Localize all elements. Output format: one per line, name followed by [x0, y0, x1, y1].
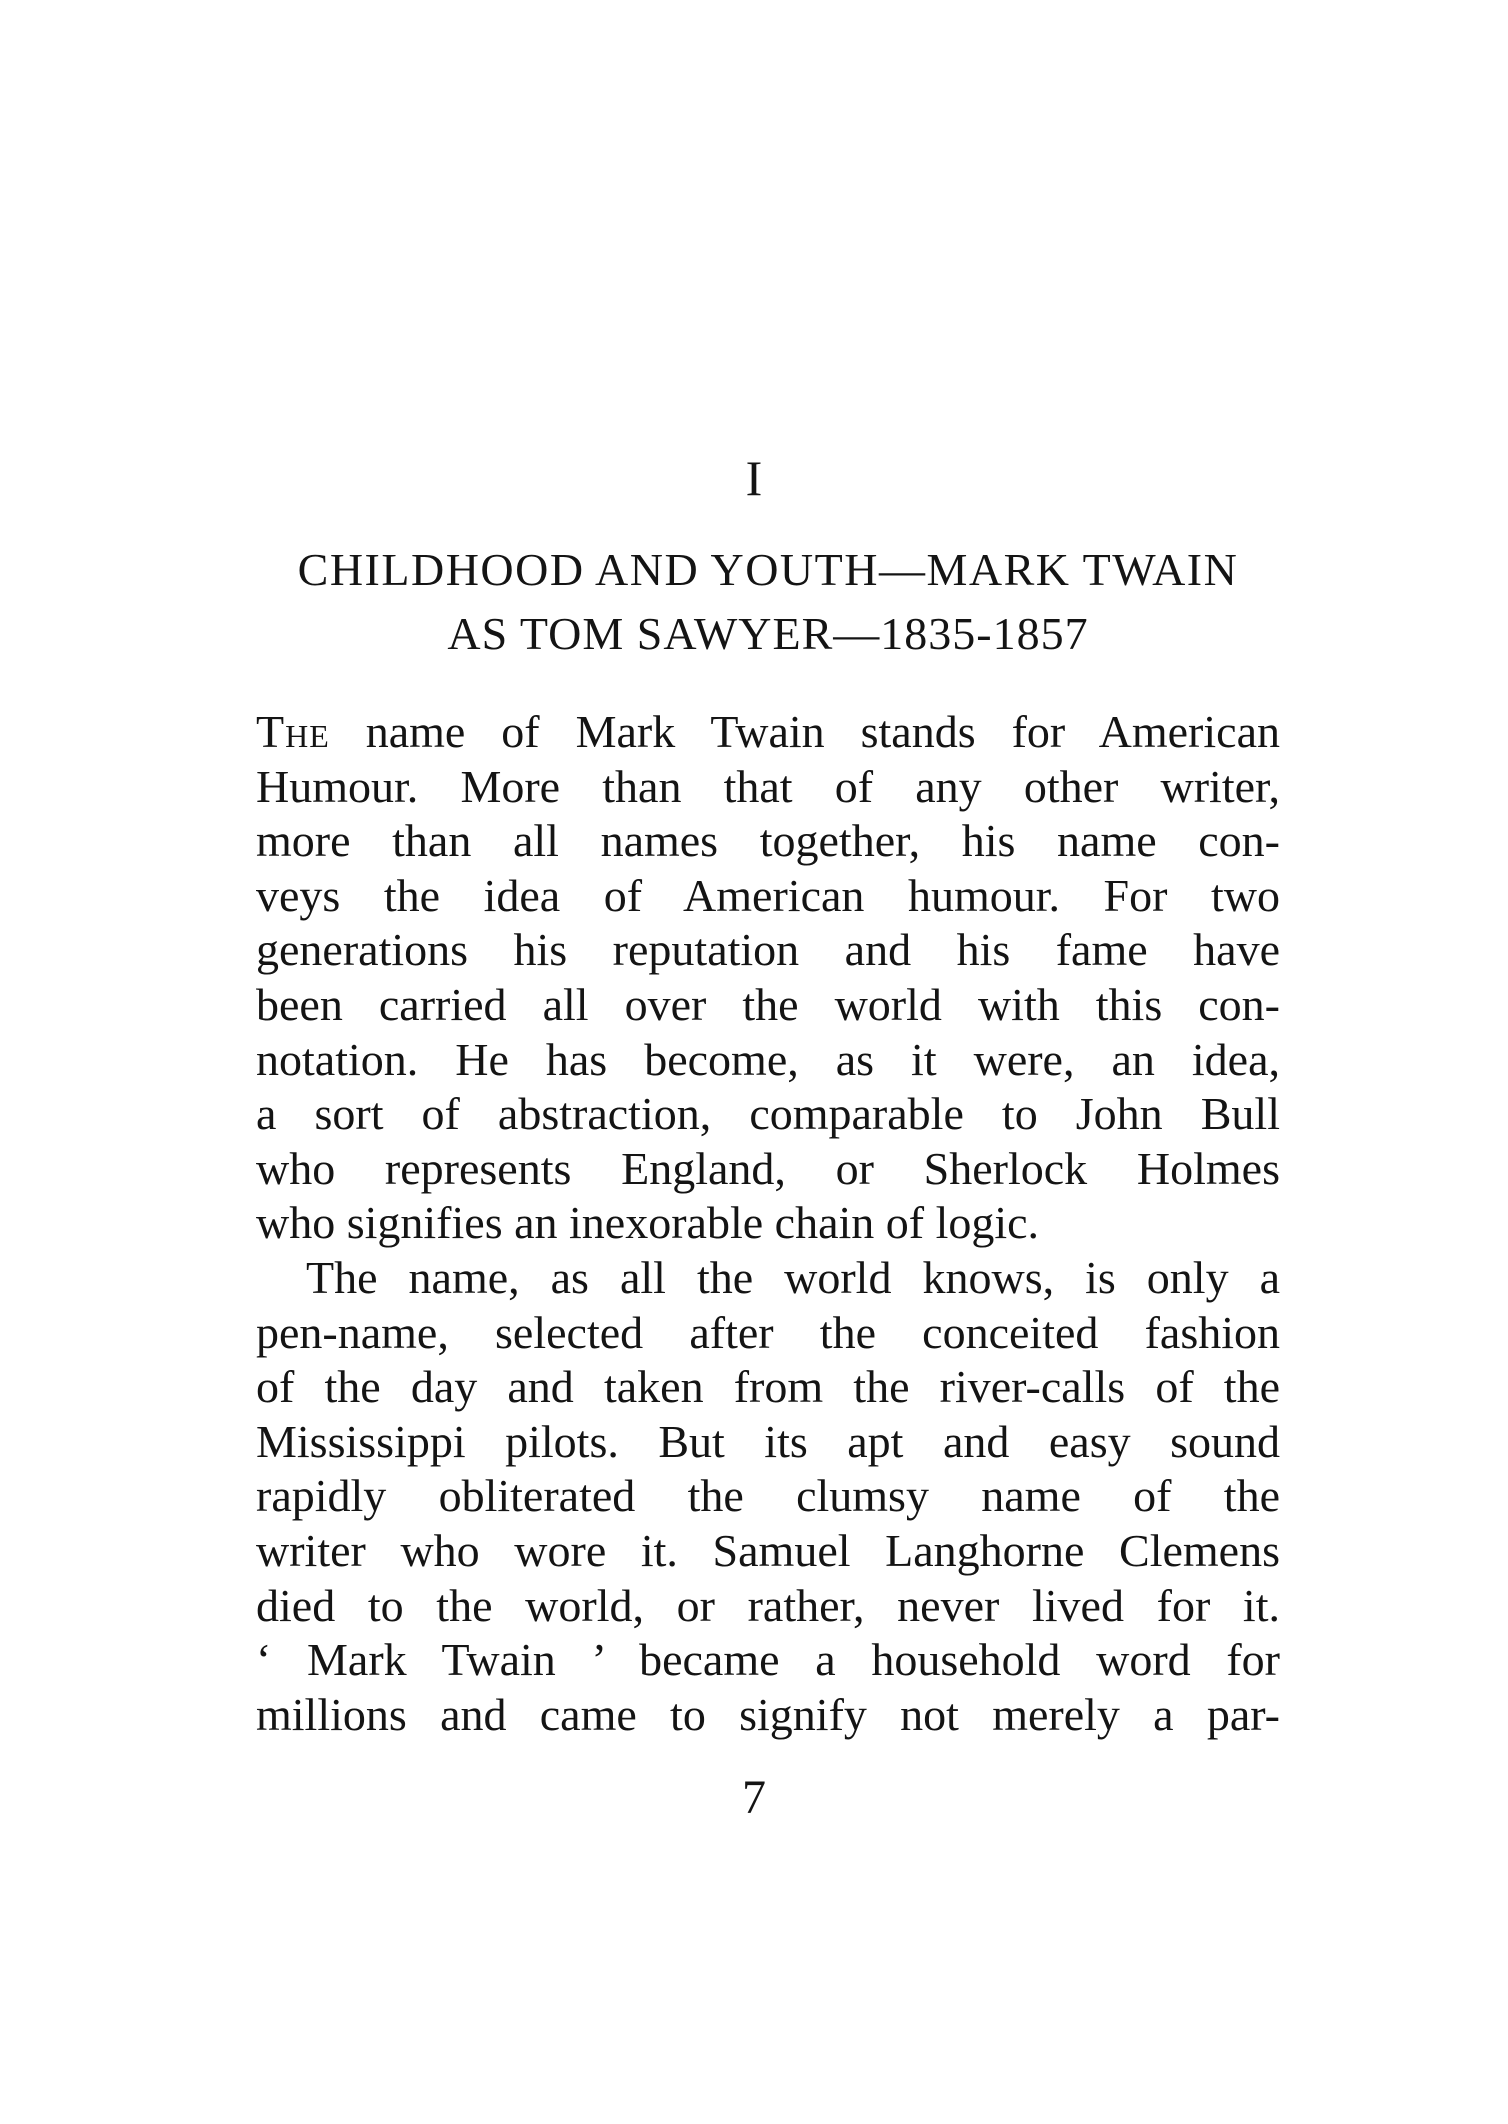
text-line: The name, as all the world knows, is only a [306, 1251, 1280, 1303]
text-line: generations his reputation and his fame have [256, 924, 1280, 976]
chapter-title-line-2: AS TOM SAWYER—1835-1857 [447, 608, 1089, 659]
body-text [256, 705, 1280, 1742]
paragraph-lead-word: The [256, 706, 330, 757]
chapter-title [256, 538, 1280, 666]
text-line: who represents England, or Sherlock Holmes [256, 1142, 1280, 1194]
text-line-content: name of Mark Twain stands for American [329, 706, 1280, 757]
text-line: who signifies an inexorable chain of logic. [256, 1197, 1040, 1249]
text-line: a sort of abstraction, comparable to John Bull [256, 1088, 1280, 1140]
text-line: more than all names together, his name con- [256, 815, 1280, 867]
text-line: pen-name, selected after the conceited fashion [256, 1306, 1280, 1358]
chapter-number: I [745, 450, 763, 506]
paragraph-1 [256, 705, 1280, 1251]
text-line: rapidly obliterated the clumsy name of the [256, 1470, 1280, 1522]
text-line: millions and came to signify not merely a par- [256, 1688, 1280, 1740]
text-line: notation. He has become, as it were, an idea, [256, 1033, 1280, 1085]
chapter-title-line-1: CHILDHOOD AND YOUTH—MARK TWAIN [297, 544, 1239, 595]
page-number: 7 [742, 1771, 766, 1824]
text-line: veys the idea of American humour. For two [256, 869, 1280, 921]
text-line: of the day and taken from the river-calls of the [256, 1361, 1280, 1413]
text-line: been carried all over the world with this con- [256, 978, 1280, 1030]
text-line: died to the world, or rather, never lived for it. [256, 1579, 1280, 1631]
text-line [256, 705, 1280, 760]
text-line: Mississippi pilots. But its apt and easy sound [256, 1415, 1280, 1467]
text-line: ‘ Mark Twain ’ became a household word for [256, 1634, 1280, 1686]
paragraph-2 [256, 1251, 1280, 1742]
text-line: writer who wore it. Samuel Langhorne Clemens [256, 1524, 1280, 1576]
text-line: Humour. More than that of any other writer, [256, 760, 1280, 812]
